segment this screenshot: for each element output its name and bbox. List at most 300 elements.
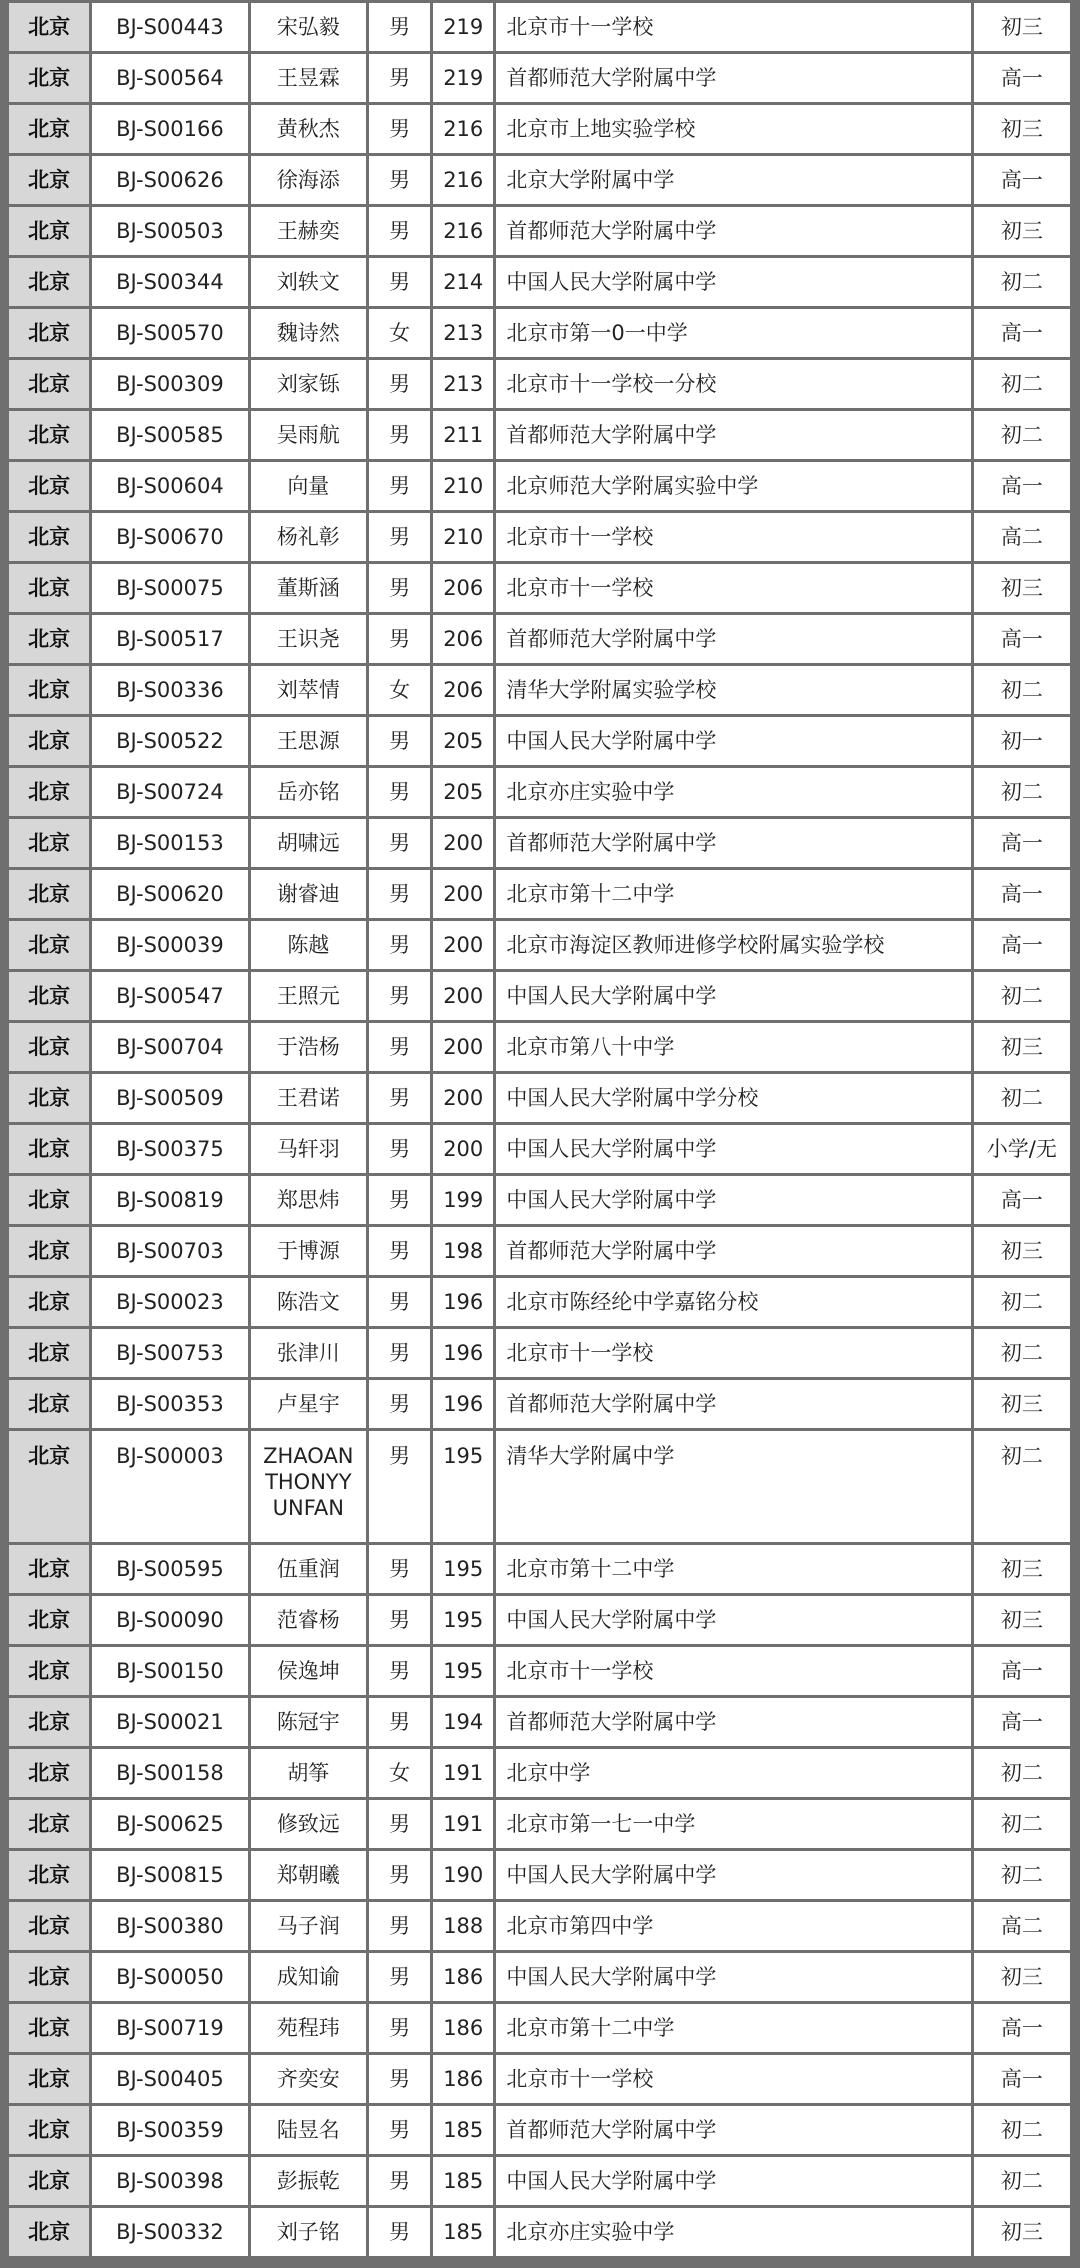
grade-cell: 初二 xyxy=(974,1074,1070,1122)
participant-id-cell: BJ-S00509 xyxy=(92,1074,247,1122)
grade-cell: 初三 xyxy=(974,1380,1070,1428)
name-cell: 郑朝曦 xyxy=(251,1851,366,1899)
school-cell: 中国人民大学附属中学 xyxy=(496,1125,970,1173)
school-cell: 北京师范大学附属实验中学 xyxy=(496,462,970,510)
score-cell: 216 xyxy=(433,105,493,153)
grade-cell: 初三 xyxy=(974,1953,1070,2001)
school-cell: 中国人民大学附属中学 xyxy=(496,717,970,765)
name-cell: 马轩羽 xyxy=(251,1125,366,1173)
table-row xyxy=(9,972,1070,1020)
name-cell: 郑思炜 xyxy=(251,1176,366,1224)
participant-id-cell: BJ-S00585 xyxy=(92,411,247,459)
score-cell: 200 xyxy=(433,972,493,1020)
participant-id-cell: BJ-S00626 xyxy=(92,156,247,204)
grade-cell: 初二 xyxy=(974,360,1070,408)
grade-cell: 初三 xyxy=(974,207,1070,255)
grade-cell: 高一 xyxy=(974,1698,1070,1746)
gender-cell: 男 xyxy=(369,462,430,510)
gender-cell: 男 xyxy=(369,105,430,153)
region-cell: 北京 xyxy=(9,972,89,1020)
score-cell: 191 xyxy=(433,1749,493,1797)
gender-cell: 男 xyxy=(369,2208,430,2256)
participant-id-cell: BJ-S00003 xyxy=(92,1431,247,1542)
score-cell: 213 xyxy=(433,309,493,357)
table-row xyxy=(9,1800,1070,1848)
region-cell: 北京 xyxy=(9,1227,89,1275)
gender-cell: 男 xyxy=(369,615,430,663)
score-cell: 200 xyxy=(433,819,493,867)
grade-cell: 初三 xyxy=(974,1596,1070,1644)
score-cell: 196 xyxy=(433,1278,493,1326)
gender-cell: 男 xyxy=(369,972,430,1020)
score-cell: 216 xyxy=(433,156,493,204)
region-cell: 北京 xyxy=(9,717,89,765)
name-cell: 马子润 xyxy=(251,1902,366,1950)
name-cell: 刘轶文 xyxy=(251,258,366,306)
region-cell: 北京 xyxy=(9,3,89,51)
school-cell: 北京市十一学校一分校 xyxy=(496,360,970,408)
grade-cell: 初二 xyxy=(974,2157,1070,2205)
table-row xyxy=(9,1176,1070,1224)
school-cell: 中国人民大学附属中学分校 xyxy=(496,1074,970,1122)
school-cell: 首都师范大学附属中学 xyxy=(496,1227,970,1275)
participant-id-cell: BJ-S00353 xyxy=(92,1380,247,1428)
grade-cell: 初二 xyxy=(974,1851,1070,1899)
score-cell: 185 xyxy=(433,2157,493,2205)
name-cell: 徐海添 xyxy=(251,156,366,204)
participant-id-cell: BJ-S00704 xyxy=(92,1023,247,1071)
participant-id-cell: BJ-S00336 xyxy=(92,666,247,714)
school-cell: 首都师范大学附属中学 xyxy=(496,1698,970,1746)
school-cell: 首都师范大学附属中学 xyxy=(496,54,970,102)
table-row xyxy=(9,411,1070,459)
region-cell: 北京 xyxy=(9,2004,89,2052)
score-cell: 216 xyxy=(433,207,493,255)
school-cell: 北京市十一学校 xyxy=(496,2055,970,2103)
grade-cell: 高一 xyxy=(974,921,1070,969)
participant-id-cell: BJ-S00443 xyxy=(92,3,247,51)
region-cell: 北京 xyxy=(9,1902,89,1950)
school-cell: 北京市十一学校 xyxy=(496,3,970,51)
grade-cell: 高一 xyxy=(974,156,1070,204)
grade-cell: 初二 xyxy=(974,1329,1070,1377)
region-cell: 北京 xyxy=(9,1125,89,1173)
region-cell: 北京 xyxy=(9,207,89,255)
score-cell: 206 xyxy=(433,615,493,663)
school-cell: 首都师范大学附属中学 xyxy=(496,1380,970,1428)
gender-cell: 男 xyxy=(369,870,430,918)
table-row xyxy=(9,1074,1070,1122)
grade-cell: 初三 xyxy=(974,1023,1070,1071)
grade-cell: 初二 xyxy=(974,1278,1070,1326)
participant-id-cell: BJ-S00564 xyxy=(92,54,247,102)
participant-id-cell: BJ-S00021 xyxy=(92,1698,247,1746)
score-cell: 188 xyxy=(433,1902,493,1950)
gender-cell: 男 xyxy=(369,258,430,306)
grade-cell: 初二 xyxy=(974,768,1070,816)
score-cell: 191 xyxy=(433,1800,493,1848)
name-cell: 王赫奕 xyxy=(251,207,366,255)
region-cell: 北京 xyxy=(9,1851,89,1899)
school-cell: 中国人民大学附属中学 xyxy=(496,1176,970,1224)
score-cell: 219 xyxy=(433,54,493,102)
name-cell: 杨礼彰 xyxy=(251,513,366,561)
grade-cell: 小学/无 xyxy=(974,1125,1070,1173)
grade-cell: 初二 xyxy=(974,666,1070,714)
table-row xyxy=(9,1278,1070,1326)
grade-cell: 高一 xyxy=(974,309,1070,357)
region-cell: 北京 xyxy=(9,360,89,408)
participant-id-cell: BJ-S00517 xyxy=(92,615,247,663)
school-cell: 北京市上地实验学校 xyxy=(496,105,970,153)
school-cell: 北京市海淀区教师进修学校附属实验学校 xyxy=(496,921,970,969)
region-cell: 北京 xyxy=(9,258,89,306)
score-cell: 199 xyxy=(433,1176,493,1224)
gender-cell: 男 xyxy=(369,768,430,816)
school-cell: 北京市十一学校 xyxy=(496,564,970,612)
region-cell: 北京 xyxy=(9,2157,89,2205)
grade-cell: 初二 xyxy=(974,1800,1070,1848)
name-cell: 王识尧 xyxy=(251,615,366,663)
gender-cell: 男 xyxy=(369,1074,430,1122)
name-cell: 伍重润 xyxy=(251,1545,366,1593)
participant-id-cell: BJ-S00620 xyxy=(92,870,247,918)
grade-cell: 高一 xyxy=(974,1647,1070,1695)
gender-cell: 男 xyxy=(369,360,430,408)
gender-cell: 男 xyxy=(369,156,430,204)
school-cell: 中国人民大学附属中学 xyxy=(496,2157,970,2205)
school-cell: 首都师范大学附属中学 xyxy=(496,615,970,663)
table-row xyxy=(9,2004,1070,2052)
table-row xyxy=(9,768,1070,816)
region-cell: 北京 xyxy=(9,411,89,459)
grade-cell: 初三 xyxy=(974,105,1070,153)
table-row xyxy=(9,1227,1070,1275)
school-cell: 清华大学附属实验学校 xyxy=(496,666,970,714)
region-cell: 北京 xyxy=(9,1749,89,1797)
table-row xyxy=(9,462,1070,510)
school-cell: 北京市十一学校 xyxy=(496,513,970,561)
grade-cell: 初三 xyxy=(974,1545,1070,1593)
grade-cell: 初三 xyxy=(974,564,1070,612)
grade-cell: 高一 xyxy=(974,870,1070,918)
participant-id-cell: BJ-S00815 xyxy=(92,1851,247,1899)
table-row xyxy=(9,156,1070,204)
region-cell: 北京 xyxy=(9,513,89,561)
table-row xyxy=(9,615,1070,663)
gender-cell: 男 xyxy=(369,1647,430,1695)
table-row xyxy=(9,2055,1070,2103)
gender-cell: 男 xyxy=(369,1023,430,1071)
participant-id-cell: BJ-S00724 xyxy=(92,768,247,816)
grade-cell: 初二 xyxy=(974,411,1070,459)
name-cell: 张津川 xyxy=(251,1329,366,1377)
gender-cell: 男 xyxy=(369,1596,430,1644)
score-cell: 195 xyxy=(433,1431,493,1542)
table-row xyxy=(9,2106,1070,2154)
school-cell: 首都师范大学附属中学 xyxy=(496,819,970,867)
table-row xyxy=(9,1953,1070,2001)
gender-cell: 男 xyxy=(369,1329,430,1377)
region-cell: 北京 xyxy=(9,2106,89,2154)
participant-id-cell: BJ-S00703 xyxy=(92,1227,247,1275)
score-cell: 200 xyxy=(433,921,493,969)
region-cell: 北京 xyxy=(9,1698,89,1746)
grade-cell: 高一 xyxy=(974,819,1070,867)
school-cell: 北京中学 xyxy=(496,1749,970,1797)
region-cell: 北京 xyxy=(9,615,89,663)
table-row xyxy=(9,513,1070,561)
participant-id-cell: BJ-S00595 xyxy=(92,1545,247,1593)
school-cell: 首都师范大学附属中学 xyxy=(496,411,970,459)
school-cell: 北京市陈经纶中学嘉铭分校 xyxy=(496,1278,970,1326)
name-cell: 王思源 xyxy=(251,717,366,765)
grade-cell: 初二 xyxy=(974,258,1070,306)
participant-id-cell: BJ-S00090 xyxy=(92,1596,247,1644)
gender-cell: 男 xyxy=(369,1953,430,2001)
name-cell: 胡啸远 xyxy=(251,819,366,867)
gender-cell: 男 xyxy=(369,2055,430,2103)
table-row xyxy=(9,1125,1070,1173)
grade-cell: 高二 xyxy=(974,513,1070,561)
grade-cell: 高一 xyxy=(974,2055,1070,2103)
gender-cell: 男 xyxy=(369,717,430,765)
region-cell: 北京 xyxy=(9,2208,89,2256)
table-row xyxy=(9,819,1070,867)
name-cell: ZHAOANTHONYYUNFAN xyxy=(251,1431,366,1542)
score-cell: 213 xyxy=(433,360,493,408)
gender-cell: 男 xyxy=(369,921,430,969)
gender-cell: 男 xyxy=(369,819,430,867)
table-row xyxy=(9,360,1070,408)
table-row xyxy=(9,1023,1070,1071)
table-row xyxy=(9,1380,1070,1428)
participant-id-cell: BJ-S00344 xyxy=(92,258,247,306)
region-cell: 北京 xyxy=(9,1074,89,1122)
gender-cell: 男 xyxy=(369,564,430,612)
score-cell: 195 xyxy=(433,1596,493,1644)
region-cell: 北京 xyxy=(9,1176,89,1224)
school-cell: 北京市第十二中学 xyxy=(496,2004,970,2052)
score-cell: 194 xyxy=(433,1698,493,1746)
school-cell: 中国人民大学附属中学 xyxy=(496,1596,970,1644)
gender-cell: 男 xyxy=(369,2106,430,2154)
participant-id-cell: BJ-S00719 xyxy=(92,2004,247,2052)
region-cell: 北京 xyxy=(9,564,89,612)
participant-id-cell: BJ-S00150 xyxy=(92,1647,247,1695)
participant-id-cell: BJ-S00309 xyxy=(92,360,247,408)
table-row xyxy=(9,3,1070,51)
grade-cell: 初三 xyxy=(974,2208,1070,2256)
name-cell: 向量 xyxy=(251,462,366,510)
region-cell: 北京 xyxy=(9,1647,89,1695)
grade-cell: 初二 xyxy=(974,972,1070,1020)
name-cell: 苑程玮 xyxy=(251,2004,366,2052)
participant-id-cell: BJ-S00158 xyxy=(92,1749,247,1797)
grade-cell: 初一 xyxy=(974,717,1070,765)
gender-cell: 女 xyxy=(369,666,430,714)
participant-id-cell: BJ-S00050 xyxy=(92,1953,247,2001)
region-cell: 北京 xyxy=(9,156,89,204)
gender-cell: 男 xyxy=(369,1851,430,1899)
participant-id-cell: BJ-S00522 xyxy=(92,717,247,765)
score-cell: 200 xyxy=(433,1023,493,1071)
school-cell: 首都师范大学附属中学 xyxy=(496,207,970,255)
name-cell: 宋弘毅 xyxy=(251,3,366,51)
name-cell: 王昱霖 xyxy=(251,54,366,102)
gender-cell: 女 xyxy=(369,309,430,357)
participant-id-cell: BJ-S00166 xyxy=(92,105,247,153)
table-row xyxy=(9,870,1070,918)
school-cell: 中国人民大学附属中学 xyxy=(496,1851,970,1899)
region-cell: 北京 xyxy=(9,666,89,714)
name-cell: 董斯涵 xyxy=(251,564,366,612)
results-table xyxy=(6,0,1073,2259)
gender-cell: 男 xyxy=(369,1176,430,1224)
participant-id-cell: BJ-S00359 xyxy=(92,2106,247,2154)
name-cell: 彭振乾 xyxy=(251,2157,366,2205)
gender-cell: 男 xyxy=(369,1902,430,1950)
score-cell: 190 xyxy=(433,1851,493,1899)
school-cell: 北京市第八十中学 xyxy=(496,1023,970,1071)
region-cell: 北京 xyxy=(9,1800,89,1848)
region-cell: 北京 xyxy=(9,462,89,510)
score-cell: 186 xyxy=(433,2055,493,2103)
name-cell: 黄秋杰 xyxy=(251,105,366,153)
name-cell: 卢星宇 xyxy=(251,1380,366,1428)
region-cell: 北京 xyxy=(9,54,89,102)
name-cell: 刘萃情 xyxy=(251,666,366,714)
grade-cell: 高一 xyxy=(974,462,1070,510)
school-cell: 北京市第十二中学 xyxy=(496,1545,970,1593)
school-cell: 清华大学附属中学 xyxy=(496,1431,970,1542)
name-cell: 刘家铄 xyxy=(251,360,366,408)
score-cell: 185 xyxy=(433,2106,493,2154)
gender-cell: 男 xyxy=(369,411,430,459)
gender-cell: 男 xyxy=(369,54,430,102)
name-cell: 陈越 xyxy=(251,921,366,969)
table-row xyxy=(9,1329,1070,1377)
table-row xyxy=(9,309,1070,357)
score-cell: 186 xyxy=(433,1953,493,2001)
participant-id-cell: BJ-S00153 xyxy=(92,819,247,867)
name-cell: 陈浩文 xyxy=(251,1278,366,1326)
participant-id-cell: BJ-S00405 xyxy=(92,2055,247,2103)
region-cell: 北京 xyxy=(9,1545,89,1593)
region-cell: 北京 xyxy=(9,1023,89,1071)
school-cell: 中国人民大学附属中学 xyxy=(496,972,970,1020)
gender-cell: 男 xyxy=(369,3,430,51)
region-cell: 北京 xyxy=(9,870,89,918)
gender-cell: 男 xyxy=(369,2157,430,2205)
participant-id-cell: BJ-S00380 xyxy=(92,1902,247,1950)
score-cell: 185 xyxy=(433,2208,493,2256)
name-cell: 侯逸坤 xyxy=(251,1647,366,1695)
score-cell: 198 xyxy=(433,1227,493,1275)
score-cell: 186 xyxy=(433,2004,493,2052)
name-cell: 陆昱名 xyxy=(251,2106,366,2154)
school-cell: 北京大学附属中学 xyxy=(496,156,970,204)
table-row xyxy=(9,2208,1070,2256)
table-row xyxy=(9,717,1070,765)
grade-cell: 高一 xyxy=(974,1176,1070,1224)
participant-id-cell: BJ-S00332 xyxy=(92,2208,247,2256)
school-cell: 北京市第十二中学 xyxy=(496,870,970,918)
gender-cell: 男 xyxy=(369,1431,430,1542)
region-cell: 北京 xyxy=(9,105,89,153)
participant-id-cell: BJ-S00819 xyxy=(92,1176,247,1224)
name-cell: 吴雨航 xyxy=(251,411,366,459)
school-cell: 中国人民大学附属中学 xyxy=(496,1953,970,2001)
grade-cell: 高一 xyxy=(974,2004,1070,2052)
grade-cell: 初二 xyxy=(974,1431,1070,1542)
participant-id-cell: BJ-S00625 xyxy=(92,1800,247,1848)
score-cell: 210 xyxy=(433,462,493,510)
table-row xyxy=(9,1596,1070,1644)
table-row xyxy=(9,1851,1070,1899)
participant-id-cell: BJ-S00753 xyxy=(92,1329,247,1377)
grade-cell: 高二 xyxy=(974,1902,1070,1950)
score-cell: 200 xyxy=(433,1125,493,1173)
table-row xyxy=(9,54,1070,102)
participant-id-cell: BJ-S00023 xyxy=(92,1278,247,1326)
gender-cell: 男 xyxy=(369,1278,430,1326)
grade-cell: 初三 xyxy=(974,1227,1070,1275)
name-cell: 于浩杨 xyxy=(251,1023,366,1071)
gender-cell: 男 xyxy=(369,1800,430,1848)
table-row xyxy=(9,2157,1070,2205)
score-cell: 211 xyxy=(433,411,493,459)
table-row xyxy=(9,564,1070,612)
table-row xyxy=(9,105,1070,153)
score-cell: 219 xyxy=(433,3,493,51)
name-cell: 王君诺 xyxy=(251,1074,366,1122)
grade-cell: 初三 xyxy=(974,3,1070,51)
gender-cell: 男 xyxy=(369,1698,430,1746)
gender-cell: 男 xyxy=(369,207,430,255)
score-cell: 206 xyxy=(433,666,493,714)
table-row xyxy=(9,258,1070,306)
table-row xyxy=(9,1431,1070,1542)
table-row xyxy=(9,921,1070,969)
participant-id-cell: BJ-S00398 xyxy=(92,2157,247,2205)
region-cell: 北京 xyxy=(9,2055,89,2103)
score-cell: 195 xyxy=(433,1647,493,1695)
gender-cell: 女 xyxy=(369,1749,430,1797)
gender-cell: 男 xyxy=(369,2004,430,2052)
participant-id-cell: BJ-S00670 xyxy=(92,513,247,561)
region-cell: 北京 xyxy=(9,1596,89,1644)
participant-id-cell: BJ-S00547 xyxy=(92,972,247,1020)
gender-cell: 男 xyxy=(369,1227,430,1275)
score-cell: 196 xyxy=(433,1380,493,1428)
score-cell: 205 xyxy=(433,768,493,816)
table-row xyxy=(9,1698,1070,1746)
table-row xyxy=(9,1647,1070,1695)
name-cell: 岳亦铭 xyxy=(251,768,366,816)
participant-id-cell: BJ-S00604 xyxy=(92,462,247,510)
score-cell: 200 xyxy=(433,870,493,918)
region-cell: 北京 xyxy=(9,768,89,816)
school-cell: 北京亦庄实验中学 xyxy=(496,2208,970,2256)
participant-id-cell: BJ-S00503 xyxy=(92,207,247,255)
school-cell: 中国人民大学附属中学 xyxy=(496,258,970,306)
name-cell: 齐奕安 xyxy=(251,2055,366,2103)
region-cell: 北京 xyxy=(9,309,89,357)
school-cell: 北京市十一学校 xyxy=(496,1329,970,1377)
school-cell: 首都师范大学附属中学 xyxy=(496,2106,970,2154)
school-cell: 北京市第一七一中学 xyxy=(496,1800,970,1848)
